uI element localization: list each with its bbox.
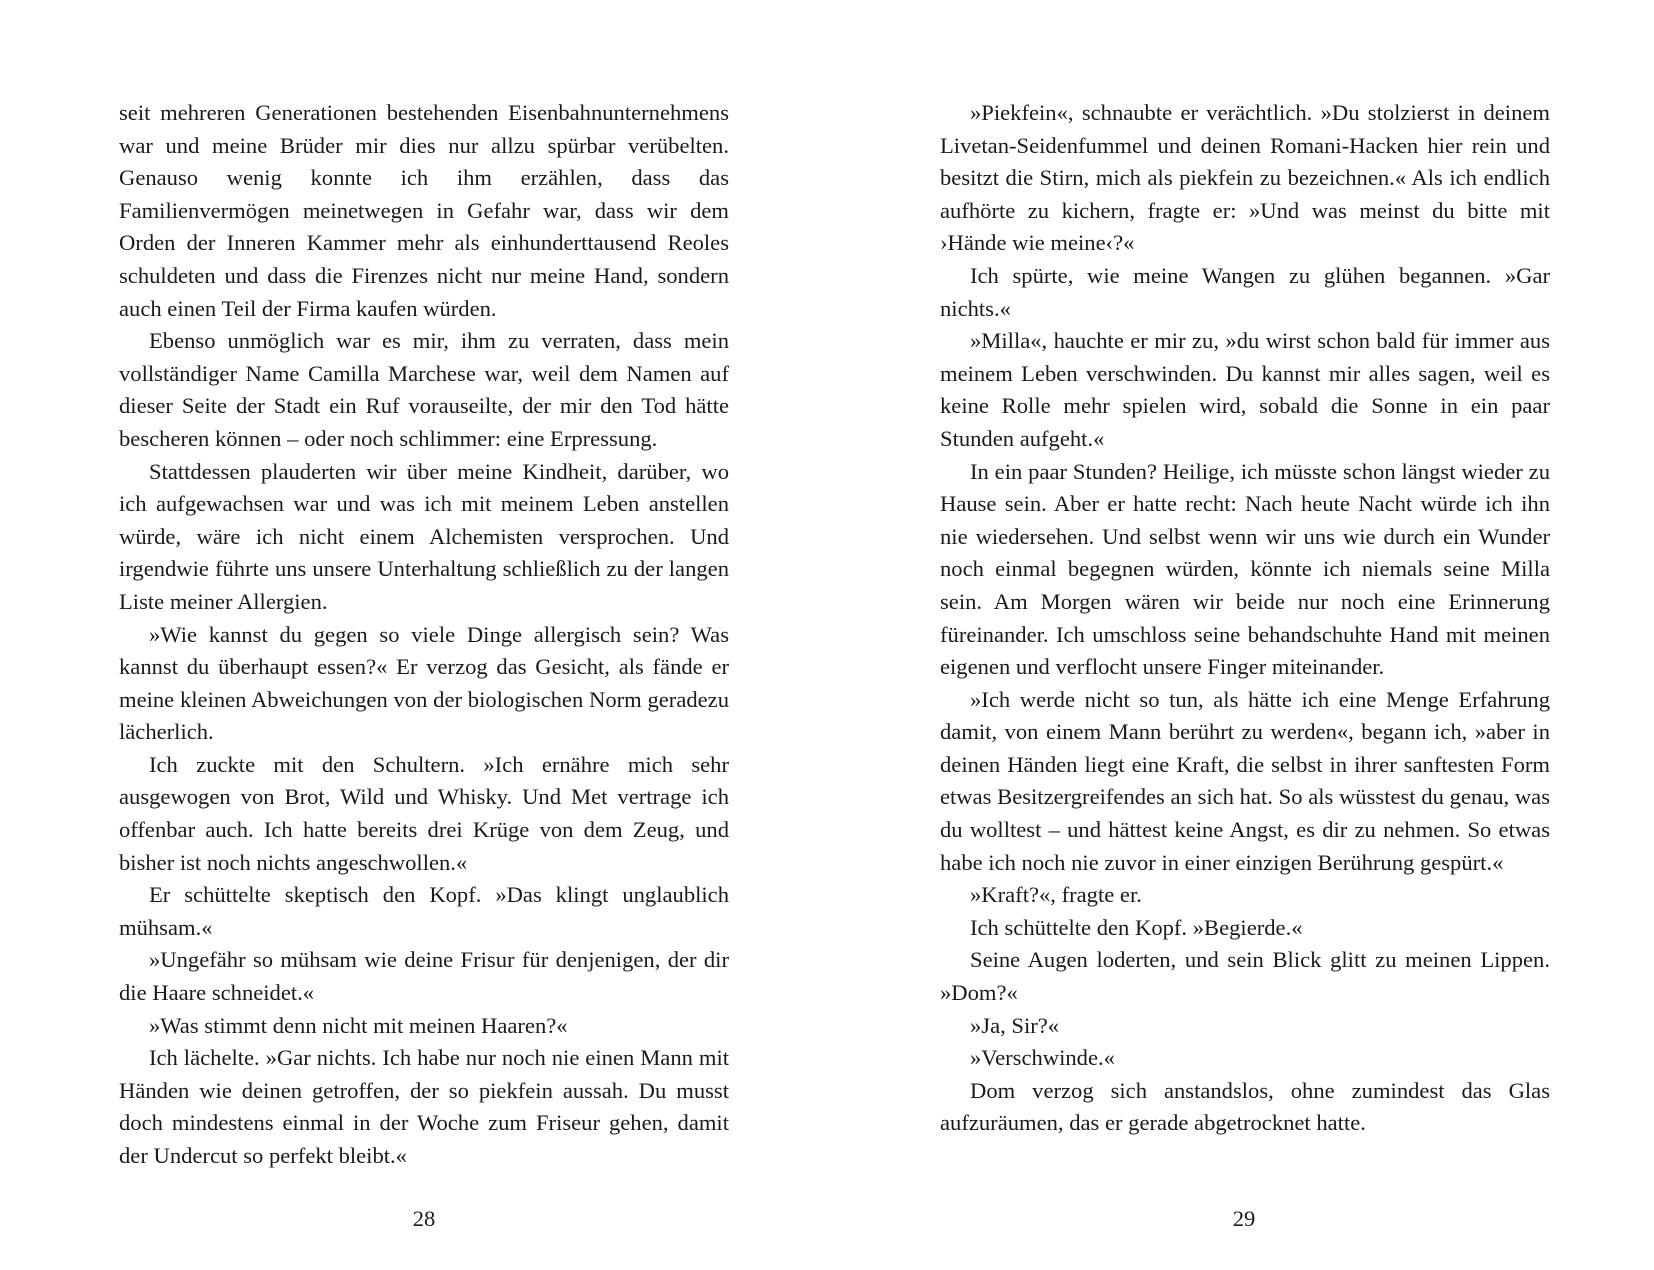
page-number-right: 29 xyxy=(1232,1206,1256,1231)
paragraph: Er schüttelte skeptisch den Kopf. »Das klingt unglaublich mühsam.« xyxy=(119,882,729,940)
paragraph: Ich spürte, wie meine Wangen zu glühen begannen. »Gar nichts.« xyxy=(940,262,1550,321)
paragraph: »Verschwinde.« xyxy=(970,1045,1115,1071)
paragraph: »Ja, Sir?« xyxy=(970,1012,1060,1038)
paragraph: In ein paar Stunden? Heilige, ich müsste schon längst wieder zu Hause sein. Aber er hatte recht: Nach heute Nacht würde ich ihn nie wiedersehen. Und selbst wenn wir uns wie durch ein Wunder noch einmal begegnen würden, könnte ich niemals seine Milla sein. Am Morgen wären wir beide nur noch eine Erinnerung füreinander. Ich umschloss seine behandschuhte Hand mit meinen eigenen und verflocht unsere Finger miteinander. xyxy=(940,458,1550,680)
left-page-text xyxy=(119,97,729,1173)
paragraph: Ich lächelte. »Gar nichts. Ich habe nur noch nie einen Mann mit Händen wie deinen getroffen, der so piekfein aussah. Du musst doch mindestens einmal in der Woche zum Friseur gehen, damit der Undercut so perfekt bleibt.« xyxy=(119,1045,729,1168)
paragraph: Ebenso unmöglich war es mir, ihm zu verraten, dass mein vollständiger Name Camilla Marchese war, weil dem Namen auf dieser Seite der Stadt ein Ruf vorauseilte, der mir den Tod hätte bescheren können – oder noch schlimmer: eine Erpressung. xyxy=(119,328,729,451)
paragraph: Dom verzog sich anstandslos, ohne zumindest das Glas aufzuräumen, das er gerade abgetrocknet hatte. xyxy=(940,1077,1550,1136)
paragraph: »Piekfein«, schnaubte er verächtlich. »Du stolzierst in deinem Livetan-Seidenfummel und deinen Romani-Hacken hier rein und besitzt die Stirn, mich als piekfein zu bezeichnen.« Als ich endlich aufhörte zu kichern, fragte er: »Und was meinst du bitte mit ›Hände wie meine‹?« xyxy=(940,100,1550,256)
paragraph: »Kraft?«, fragte er. xyxy=(970,882,1142,908)
paragraph: »Milla«, hauchte er mir zu, »du wirst schon bald für immer aus meinem Leben verschwinden. Du kannst mir alles sagen, weil es keine Rolle mehr spielen wird, sobald die Sonne in ein paar Stunden aufgeht.« xyxy=(940,328,1550,451)
paragraph: seit mehreren Generationen bestehenden Eisenbahnunternehmens war und meine Brüder mir dies nur allzu spürbar verübelten. Genauso wenig konnte ich ihm erzählen, dass das Familienvermögen meinetwegen in Gefahr war, dass wir dem Orden der Inneren Kammer mehr als einhunderttausend Reoles schuldeten und dass die Firenzes nicht nur meine Hand, sondern auch einen Teil der Firma kaufen würden. xyxy=(119,100,729,321)
right-page-text xyxy=(940,97,1550,1140)
page-number-left: 28 xyxy=(412,1206,436,1231)
paragraph: »Wie kannst du gegen so viele Dinge allergisch sein? Was kannst du überhaupt essen?« Er verzog das Gesicht, als fände er meine kleinen Abweichungen von der biologischen Norm geradezu lächerlich. xyxy=(119,621,729,745)
paragraph: Seine Augen loderten, und sein Blick glitt zu meinen Lippen. »Dom?« xyxy=(940,947,1550,1006)
paragraph: Ich zuckte mit den Schultern. »Ich ernähre mich sehr ausgewogen von Brot, Wild und Whisky. Und Met vertrage ich offenbar auch. Ich hatte bereits drei Krüge von dem Zeug, und bisher ist noch nichts angeschwollen.« xyxy=(119,751,729,875)
paragraph: »Ungefähr so mühsam wie deine Frisur für denjenigen, der dir die Haare schneidet.« xyxy=(119,947,729,1006)
paragraph: Stattdessen plauderten wir über meine Kindheit, darüber, wo ich aufgewachsen war und was ich mit meinem Leben anstellen würde, wäre ich nicht einem Alchemisten versprochen. Und irgendwie führte uns unsere Unterhaltung schließlich zu der langen Liste meiner Allergien. xyxy=(119,458,729,614)
paragraph: »Was stimmt denn nicht mit meinen Haaren?« xyxy=(149,1012,568,1038)
paragraph: Ich schüttelte den Kopf. »Begierde.« xyxy=(970,914,1303,940)
paragraph: »Ich werde nicht so tun, als hätte ich eine Menge Erfahrung damit, von einem Mann berührt zu werden«, begann ich, »aber in deinen Händen liegt eine Kraft, die selbst in ihrer sanftesten Form etwas Besitzergreifendes an sich hat. So als wüsstest du genau, was du wolltest – und hättest keine Angst, es dir zu nehmen. So etwas habe ich noch nie zuvor in einer einzigen Berührung gespürt.« xyxy=(940,686,1550,875)
